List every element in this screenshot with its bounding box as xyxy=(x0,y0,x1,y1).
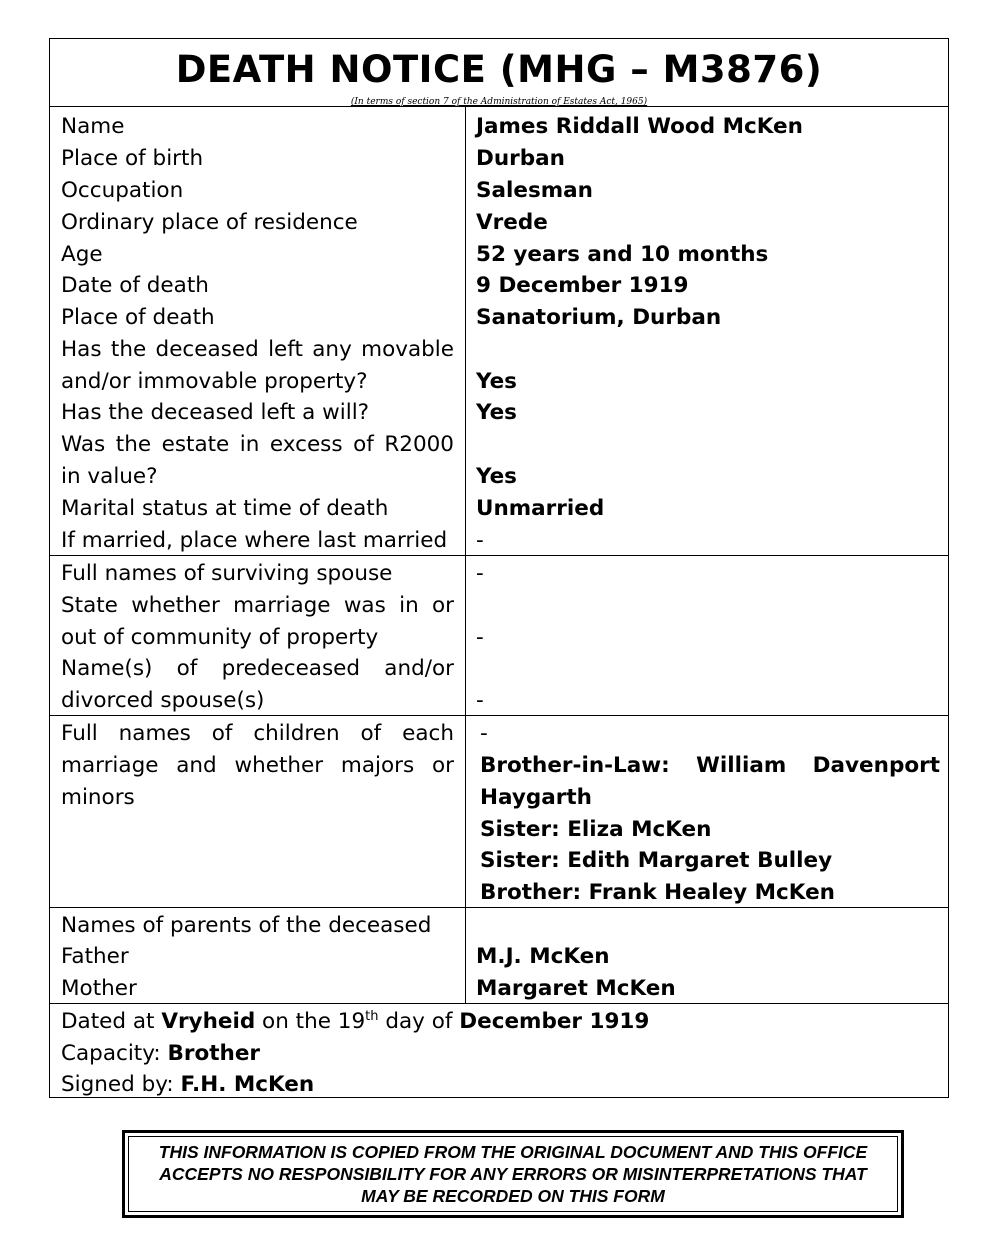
father-label: Father xyxy=(61,944,129,969)
birth-value: Durban xyxy=(476,146,565,171)
parents-label: Names of parents of the deceased xyxy=(61,913,432,938)
children-label-line-3: minors xyxy=(61,785,135,810)
capacity-label: Capacity: xyxy=(61,1041,168,1066)
death-place-value: Sanatorium, Durban xyxy=(476,305,722,330)
page-subtitle: (In terms of section 7 of the Administration of Estates Act, 1965) xyxy=(350,97,648,107)
estate-label-line-1: Was the estate in excess of R2000 xyxy=(61,432,454,457)
day-number: 19 xyxy=(337,1009,366,1034)
child-entry-4: Brother: Frank Healey McKen xyxy=(480,880,835,905)
property-value: Yes xyxy=(476,369,517,394)
disclaimer-inner-border xyxy=(128,1136,898,1212)
occupation-label: Occupation xyxy=(61,178,184,203)
name-value: James Riddall Wood McKen xyxy=(476,114,803,139)
father-value: M.J. McKen xyxy=(476,944,610,969)
dated-month-year: December 1919 xyxy=(459,1009,650,1034)
married-place-value: - xyxy=(476,528,484,553)
capacity-line xyxy=(61,1040,260,1070)
community-label-line-2: out of community of property xyxy=(61,625,379,650)
death-place-label: Place of death xyxy=(61,305,215,330)
residence-value: Vrede xyxy=(476,210,548,235)
property-label-line-2: and/or immovable property? xyxy=(61,369,368,394)
marital-label: Marital status at time of death xyxy=(61,496,389,521)
residence-label: Ordinary place of residence xyxy=(61,210,358,235)
occupation-value: Salesman xyxy=(476,178,593,203)
predeceased-value: - xyxy=(476,688,484,713)
community-value: - xyxy=(476,625,484,650)
child-entry-3: Sister: Edith Margaret Bulley xyxy=(480,848,833,873)
day-suffix: th xyxy=(365,1008,379,1024)
signed-label: Signed by: xyxy=(61,1072,181,1097)
children-dash: - xyxy=(480,721,488,746)
capacity-value: Brother xyxy=(167,1041,261,1066)
birth-label: Place of birth xyxy=(61,146,204,171)
property-label-line-1: Has the deceased left any movable xyxy=(61,337,454,362)
death-date-value: 9 December 1919 xyxy=(476,273,689,298)
death-notice-form xyxy=(49,38,949,1098)
married-place-label: If married, place where last married xyxy=(61,528,448,553)
dated-place: Vryheid xyxy=(161,1009,256,1034)
predeceased-label-line-1: Name(s) of predeceased and/or xyxy=(61,656,454,681)
name-label: Name xyxy=(61,114,125,139)
disclaimer-box xyxy=(122,1130,904,1218)
disclaimer-text: THIS INFORMATION IS COPIED FROM THE ORIGINAL DOCUMENT AND THIS OFFICE ACCEPTS NO RESPONSIBILITY FOR ANY ERRORS OR MISINTERPRETATIONS THAT MAY BE RECORDED ON THIS FORM xyxy=(158,1142,868,1206)
child-entry-2: Sister: Eliza McKen xyxy=(480,817,712,842)
child-entry-1: Brother-in-Law: William Davenport xyxy=(480,753,940,778)
title-section xyxy=(50,39,948,107)
on-the-label: on the xyxy=(255,1009,338,1034)
dated-line xyxy=(61,1008,649,1038)
page-title: DEATH NOTICE (MHG – M3876) xyxy=(175,48,823,91)
community-label-line-1: State whether marriage was in or xyxy=(61,593,454,618)
child-entry-1-continued: Haygarth xyxy=(480,785,592,810)
day-of-label: day of xyxy=(378,1009,460,1034)
signed-value: F.H. McKen xyxy=(180,1072,315,1097)
mother-value: Margaret McKen xyxy=(476,976,676,1001)
surviving-spouse-value: - xyxy=(476,561,484,586)
estate-value: Yes xyxy=(476,464,517,489)
mother-label: Mother xyxy=(61,976,137,1001)
marital-value: Unmarried xyxy=(476,496,605,521)
estate-label-line-2: in value? xyxy=(61,464,158,489)
children-label-line-2: marriage and whether majors or xyxy=(61,753,454,778)
children-label-line-1: Full names of children of each xyxy=(61,721,454,746)
surviving-spouse-label: Full names of surviving spouse xyxy=(61,561,393,586)
age-value: 52 years and 10 months xyxy=(476,242,769,267)
predeceased-label-line-2: divorced spouse(s) xyxy=(61,688,265,713)
death-date-label: Date of death xyxy=(61,273,209,298)
will-value: Yes xyxy=(476,400,517,425)
will-label: Has the deceased left a will? xyxy=(61,400,370,425)
dated-at-label: Dated at xyxy=(61,1009,162,1034)
signed-line xyxy=(61,1071,314,1101)
age-label: Age xyxy=(61,242,103,267)
